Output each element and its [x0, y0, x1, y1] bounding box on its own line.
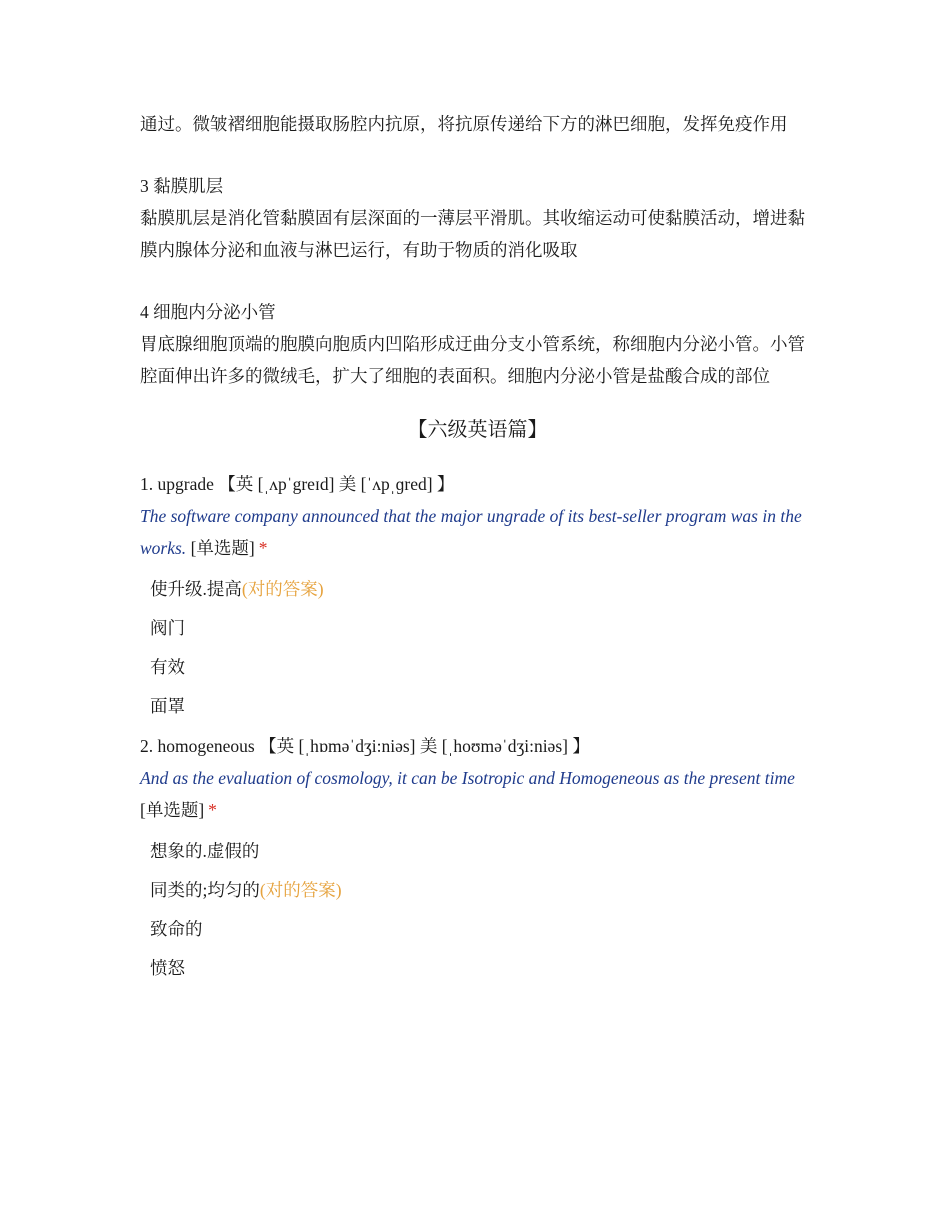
- question-1-example: [140, 500, 815, 564]
- option-text: 想象的.虚假的: [150, 841, 260, 861]
- question-2-option-3[interactable]: [150, 910, 815, 949]
- spacer: [140, 140, 815, 170]
- question-2-type: [单选题]: [140, 800, 205, 820]
- question-1-options: [150, 570, 815, 726]
- correct-answer-note: (对的答案): [259, 880, 342, 900]
- section-3-body: 黏膜肌层是消化管黏膜固有层深面的一薄层平滑肌。其收缩运动可使黏膜活动，增进黏膜内腺体分泌和血液与淋巴运行，有助于物质的消化吸取: [140, 208, 805, 260]
- question-2-option-4[interactable]: [150, 949, 815, 988]
- question-1-option-2[interactable]: [150, 609, 815, 648]
- question-2-headword: 2. homogeneous: [140, 736, 255, 756]
- question-2-example: And as the evaluation of cosmology, it can be Isotropic and Homogeneous as the present time: [140, 768, 795, 788]
- section-4-body: 胃底腺细胞顶端的胞膜向胞质内凹陷形成迂曲分支小管系统，称细胞内分泌小管。小管腔面伸出许多的微绒毛，扩大了细胞的表面积。细胞内分泌小管是盐酸合成的部位: [140, 334, 805, 386]
- question-2: [140, 730, 815, 988]
- option-text: 阀门: [150, 618, 185, 638]
- spacer: [140, 266, 815, 296]
- correct-answer-note: (对的答案): [241, 579, 324, 599]
- question-2-option-1[interactable]: [150, 832, 815, 871]
- question-1-title: [140, 468, 815, 500]
- required-mark: *: [258, 538, 268, 558]
- spacer: [140, 392, 815, 414]
- question-2-type-line: [140, 794, 815, 826]
- question-1-example-text: The software company announced that the major ungrade of its best-seller program was in the works.: [140, 506, 802, 558]
- option-text: 有效: [150, 657, 185, 677]
- question-1: [140, 468, 815, 726]
- question-2-option-2[interactable]: [150, 871, 815, 910]
- question-1-option-1[interactable]: [150, 570, 815, 609]
- option-text: 面罩: [150, 696, 185, 716]
- question-1-headword: 1. upgrade: [140, 474, 214, 494]
- spacer: [140, 446, 815, 468]
- question-1-phonetic: 【英 [ˌʌpˈgreɪd] 美 [ˈʌpˌɡred] 】: [218, 474, 455, 494]
- option-text: 同类的;均匀的: [150, 880, 260, 900]
- english-section-heading: 【六级英语篇】: [407, 419, 548, 441]
- question-1-type: [单选题]: [190, 538, 255, 558]
- option-text: 致命的: [150, 919, 203, 939]
- question-2-options: [150, 832, 815, 988]
- required-mark: *: [208, 800, 217, 820]
- question-2-title: [140, 730, 815, 762]
- option-text: 使升级.提高: [150, 579, 242, 599]
- question-1-option-3[interactable]: [150, 648, 815, 687]
- section-3-title: 3 黏膜肌层: [140, 176, 224, 196]
- document-page: [140, 108, 815, 988]
- section-4-title: 4 细胞内分泌小管: [140, 302, 276, 322]
- question-1-option-4[interactable]: [150, 687, 815, 726]
- option-text: 愤怒: [150, 958, 185, 978]
- intro-paragraph: 通过。微皱褶细胞能摄取肠腔内抗原，将抗原传递给下方的淋巴细胞，发挥免疫作用: [140, 114, 788, 134]
- question-2-phonetic: 【英 [ˌhɒməˈdʒi:niəs] 美 [ˌhoʊməˈdʒi:niəs] 】: [259, 736, 590, 756]
